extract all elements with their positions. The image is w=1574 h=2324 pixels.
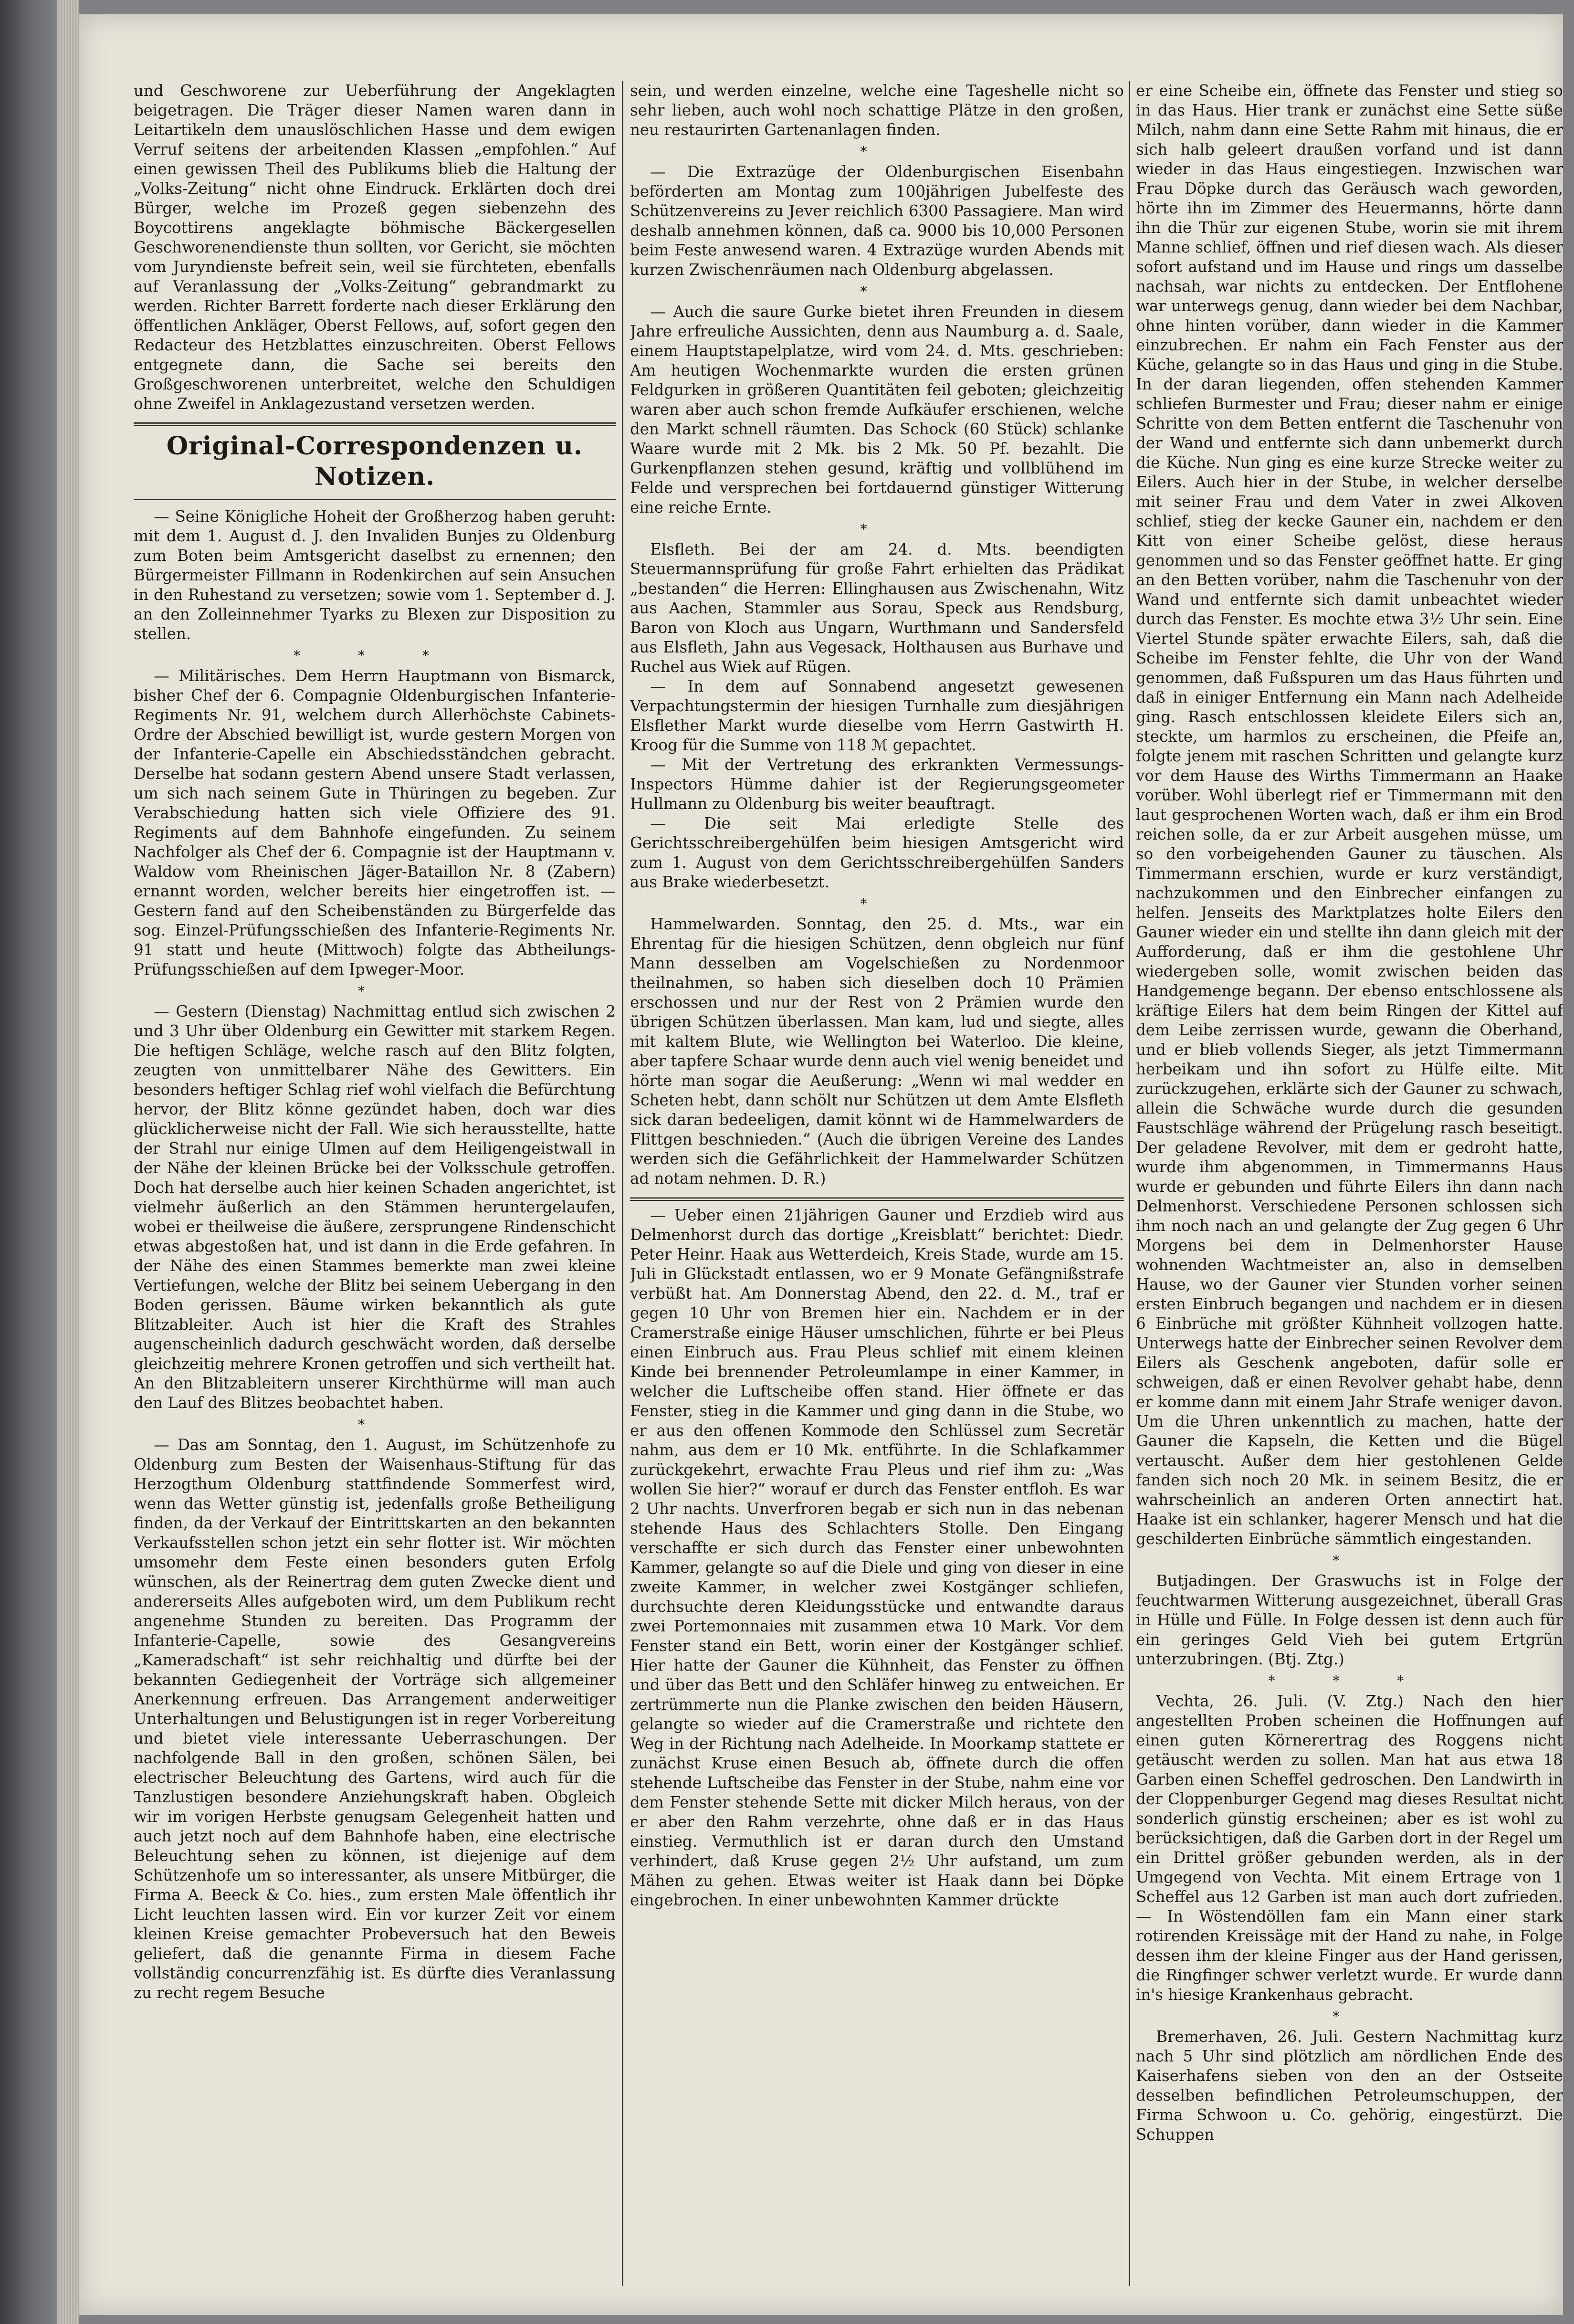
article-gauner: — Ueber einen 21jährigen Gauner und Erzdieb wird aus Delmenhorst durch das dortige „Kreisblatt“ berichtet: Diedr. Peter Heinr. Haak aus Wetterdeich, Kreis Stade, wurde am 15. Juli in Glückstadt entlassen, wo er 9 Monate Gefängnißstrafe verbüßt hat. Am Donnerstag Abend, den 22. d. M., traf er gegen 10 Uhr von Bremen hier ein. Nachdem er in der Cramerstraße einige Häuser umschlichen, führte er bei Pleus einen Einbruch aus. Frau Pleus schlief mit einem kleinen Kinde bei brennender Petroleumlampe in einer Kammer, in welcher die Luftscheibe offen stand. Hier öffnete er das Fenster, stieg in die Kammer und ging dann in die Stube, wo er aus den offenen Kommode den Schlüssel zum Secretär nahm, aus dem er 10 Mk. entführte. In die Schlafkammer zurückgekehrt, erwachte Frau Pleus und rief ihm zu: „Was wollen Sie hier?“ worauf er durch das Fenster entfloh. Es war 2 Uhr nachts. Unverfroren begab er sich nun in das nebenan stehende Haus des Schlachters Stolle. Den Eingang verschaffte er sich durch das Fenster einer unbewohnten Kammer, gelangte so auf die Diele und ging von dieser in eine zweite Kammer, in welcher zwei Kostgänger schliefen, durchsuchte deren Kleidungsstücke und entwandte daraus zwei Portemonnaies mit zusammen etwa 10 Mark. Vor dem Fenster stand ein Bett, worin einer der Kostgänger schlief. Hier hatte der Gauner die Kühnheit, das Fenster zu öffnen und über das Bett und den Schläfer hinweg zu entweichen. Er zertrümmerte nun die Planke zwischen den beiden Häusern, gelangte so wieder auf die Cramerstraße und richtete den Weg in der Richtung nach Adelheide. In Moorkamp stattete er zunächst Kruse einen Besuch ab, öffnete durch die offen stehende Luftscheibe das Fenster in der Stube, nahm eine vor dem Fenster stehende Sette mit dicker Milch heraus, von der er aber den Rahm verzehrte, ohne daß er in das Haus einstieg. Vermuthlich ist er daran durch den Umstand verhindert, daß Kruse gegen 2½ Uhr aufstand, um zum Mähen zu gehen. Etwas weiter ist Haak dann bei Döpke eingebrochen. In einer unbewohnten Kammer drückte [630,1206,1124,1909]
article-vechta: Vechta, 26. Juli. (V. Ztg.) Nach den hier angestellten Proben scheinen die Hoffnungen auf einen guten Körnerertrag des Roggens nicht getäuscht werden zu sollen. Man hat aus etwa 18 Garben einen Scheffel gedroschen. Den Landwirth in der Cloppenburger Gegend mag dieses Resultat nicht sonderlich günstig erscheinen; aber es ist wohl zu berücksichtigen, daß die Garben dort in der Regel um ein Drittel größer gebunden werden, als in der Umgegend von Vechta. Mit einem Ertrage von 1 Scheffel aus 12 Garben ist man auch dort zufrieden. — In Wöstendöllen fam ein Mann einer stark rotirenden Kreissäge mit der Hand zu nahe, in Folge dessen ihm der kleine Finger aus der Hand gerissen, die Ringfinger schwer verletzt wurde. Er wurde dann in's hiesige Krankenhaus gebracht. [1136,1692,1563,2004]
section-rule [134,422,616,426]
column-rule-right [1129,81,1130,2286]
article-continued-col3: er eine Scheibe ein, öffnete das Fenster und stieg so in das Haus. Hier trank er zunächst eine Sette süße Milch, nahm dann eine Sette Rahm mit hinaus, die er sich halb geleert draußen vorfand und ist dann wieder in das Haus eingestiegen. Inzwischen war Frau Döpke durch das Geräusch wach geworden, hörte ihn im Zimmer des Heuermanns, hörte dann ihn die Thür zur eigenen Stube, worin sie mit ihrem Manne schlief, öffnen und rief diesen wach. Als dieser sofort aufstand und im Hause und rings um dasselbe nachsah, war nichts zu entdecken. Der Entflohene war unterwegs genug, dann wieder bei dem Nachbar, ohne hinten vorüber, dann wieder in die Kammer einzubrechen. Er nahm ein Fach Fenster aus der Küche, gelangte so in das Haus und ging in die Stube. In der daran liegenden, offen stehenden Kammer schliefen Burmester und Frau; dieser nahm er einige Schritte von dem Betten entfernt die Taschenuhr von der Wand und entfernte sich dann unbemerkt durch die Küche. Nun ging es eine kurze Strecke weiter zu Eilers. Auch hier in der Stube, in welcher derselbe mit seiner Frau und dem Vater in zwei Alkoven schlief, stieg der kecke Gauner ein, nachdem er den Kitt von einer Scheibe gelöst, diese heraus genommen und so das Fenster geöffnet hatte. Er ging an den Betten vorüber, nahm die Taschenuhr von der Wand und entfernte sich damit unbeachtet wieder durch das Fenster. Es mochte etwa 3½ Uhr sein. Eine Viertel Stunde später erwachte Eilers, sah, daß die Scheibe im Fenster fehlte, die Uhr von der Wand genommen, daß Fußspuren um das Haus führten und daß in einiger Entfernung ein Mann nach Adelheide ging. Rasch entschlossen kleidete Eilers sich an, steckte, um harmlos zu erscheinen, die Pfeife an, folgte jenem mit raschen Schritten und gelangte kurz vor dem Hause des Wirths Timmermann an Haake vorüber. Wohl überlegt rief er Timmermann mit den laut gesprochenen Worten wach, daß er ihm ein Brod reichen solle, da er zur Arbeit ausgehen müsse, um so den vorbeigehenden Gauner zu täuschen. Als Timmermann erschien, wurde er kurz verständigt, nachzukommen und den Einbrecher einfangen zu helfen. Jenseits des Marktplatzes holte Eilers den Gauner wieder ein und stellte ihn dann gleich mit der Aufforderung, daß er ihm die gestohlene Uhr wiedergeben solle, womit zwischen beiden das Handgemenge begann. Der ebenso entschlossene als kräftige Eilers hat dem beim Ringen der Kittel auf dem Leibe zerrissen wurde, gewann die Oberhand, und er blieb vollends Sieger, als jetzt Timmermann herbeikam und ihn sofort zu Hülfe eilte. Mit zurückzugehen, erklärte sich der Gauner zu schwach, allein die Schwäche wurde durch die gesunden Faustschläge während der Prügelung rasch beseitigt. Der geladene Revolver, mit dem er gedroht hatte, wurde ihm abgenommen, in Timmermanns Haus wurde er gebunden und führte Eilers ihn dann nach Delmenhorst. Verschiedene Personen schlossen sich ihm noch nach an und gelangte der Zug gegen 6 Uhr Morgens bei dem in Delmenhorster Hause wohnenden Wachtmeister an, also in demselben Hause, wo der Gauner vier Stunden vorher seinen ersten Einbruch begangen und nachdem er in diesen 6 Einbrüche mit größter Kühnheit vollzogen hatte. Unterwegs hatte der Einbrecher seinen Revolver dem Eilers als Geschenk angeboten, dafür solle er schweigen, daß er einen Revolver gehabt habe, denn er komme dann mit einem Jahr Strafe weniger davon. Um die Uhren unkenntlich zu machen, hatte der Gauner die Kapseln, die Ketten und die Bügel vertauscht. Außer dem hier gestohlenen Gelde fanden sich noch 20 Mk. in seinem Besitz, die er wahrscheinlich an anderen Orten annectirt hat. Haake ist ein schlanker, hagerer Mensch und hat die geschilderten Einbrüche sämmtlich eingestanden. [1136,82,1563,1548]
article-gerichtsschreiber: — Die seit Mai erledigte Stelle des Gerichtsschreibergehülfen beim hiesigen Amtsgericht wird zum 1. August von dem Gerichtsschreibergehülfen Sanders aus Brake wiederbesetzt. [630,814,1124,891]
article-butjadingen: Butjadingen. Der Graswuchs ist in Folge der feuchtwarmen Witterung ausgezeichnet, überall Gras in Hülle und Fülle. In Folge dessen ist denn auch für ein geringes Geld Vieh bei gutem Ertgrün unterzubringen. (Btj. Ztg.) [1136,1572,1563,1668]
article-waisenhaus: — Das am Sonntag, den 1. August, im Schützenhofe zu Oldenburg zum Besten der Waisenhaus-Stiftung für das Herzogthum Oldenburg stattfindende Sommerfest wird, wenn das Wetter günstig ist, jedenfalls große Betheiligung finden, da der Verkauf der Eintrittskarten an den bekannten Verkaufsstellen schon jetzt ein sehr flotter ist. Wir möchten umsomehr dem Feste einen besonders guten Erfolg wünschen, als der Reinertrag dem guten Zwecke dient und andererseits Alles aufgeboten wird, um dem Publikum recht angenehme Stunden zu bereiten. Das Programm der Infanterie-Capelle, sowie des Gesangvereins „Kameradschaft“ ist sehr reichhaltig und dürfte bei der bekannten Gediegenheit der Vorträge sich allgemeiner Anerkennung erfreuen. Das Arrangement anderweitiger Unterhaltungen und Belustigungen ist in reger Vorbereitung und bietet viele interessante Ueberraschungen. Der nachfolgende Ball in den großen, schönen Sälen, bei electrischer Beleuchtung des Gartens, wird auch für die Tanzlustigen besondere Anziehungskraft haben. Obgleich wir im vorigen Herbste genugsam Gelegenheit hatten und auch jetzt noch auf dem Bahnhofe haben, eine electrische Beleuchtung sehen zu können, ist diejenige auf dem Schützenhofe um so interessanter, als unsere Mitbürger, die Firma A. Beeck & Co. hies., zum ersten Male öffentlich ihr Licht leuchten lassen wird. Ein vor kurzer Zeit vor einem kleinen Kreise gemachter Probeversuch hat den Beweis geliefert, daß die genannte Firma in diesem Fache vollständig concurrenzfähig ist. Es dürfte dies Veranlassung zu recht regem Besuche [134,1436,616,2002]
article-elsfleth: Elsfleth. Bei der am 24. d. Mts. beendigten Steuermannsprüfung für große Fahrt erhielten das Prädikat „bestanden“ die Herren: Ellinghausen aus Zwischenahn, Witz aus Aachen, Stammler aus Sorau, Speck aus Rendsburg, Baron von Kloch aus Ungarn, Wurthmann und Sandersfeld aus Elsfleth, Jahn aus Vegesack, Holthausen aus Burhave und Ruchel aus Wiek auf Rügen. [630,540,1124,676]
article-extrazuege: — Die Extrazüge der Oldenburgischen Eisenbahn beförderten am Montag zum 100jährigen Jubelfeste des Schützenvereins zu Jever reichlich 6300 Passagiere. Man wird deshalb annehmen können, daß ca. 9000 bis 10,000 Personen beim Feste anwesend waren. 4 Extrazüge wurden Abends mit kurzen Zwischenräumen nach Oldenburg abgelassen. [630,163,1124,279]
separator-star: * [860,144,894,159]
article-gurke: — Auch die saure Gurke bietet ihren Freunden in diesem Jahre erfreuliche Aussichten, denn aus Naumburg a. d. Saale, einem Hauptstapelplatze, wird vom 24. d. Mts. geschrieben: Am heutigen Wochenmarkte wurden die ersten grünen Feldgurken in größeren Quantitäten feil geboten; gleichzeitig waren aber auch schon fremde Aufkäufer erschienen, welche den Markt schnell räumten. Das Schock (60 Stück) schlanke Waare wurde mit 2 Mk. bis 2 Mk. 50 Pf. bezahlt. Die Gurkenpflanzen stehen gesund, kräftig und vollblühend im Felde und versprechen bei fortdauernd günstiger Witterung eine reiche Ernte. [630,303,1124,516]
column-rule-left [622,81,623,2286]
section-title: Original-Correspondenzen u. Notizen. [166,431,583,491]
section-title-rule [134,499,616,500]
separator-stars: * * * [294,648,456,663]
separator-star: * [358,983,391,999]
separator-star: * [860,521,894,537]
article-rule [630,1197,1124,1201]
column-2 [630,81,1124,2286]
column-1 [134,81,616,2286]
article-continued-col2: sein, und werden einzelne, welche eine Tageshelle nicht so sehr lieben, auch wohl noch schattige Plätze in den großen, neu restaurirten Gartenanlagen finden. [630,82,1124,139]
article-gewitter: — Gestern (Dienstag) Nachmittag entlud sich zwischen 2 und 3 Uhr über Oldenburg ein Gewitter mit starkem Regen. Die heftigen Schläge, welche rasch auf den Blitz folgten, zeugten von unmittelbarer Nähe des Gewitters. Ein besonders heftiger Schlag rief wohl vielfach die Befürchtung hervor, der Blitz könne gezündet haben, doch war dies glücklicherweise nicht der Fall. Wie sich herausstellte, hatte der Strahl nur einige Ulmen auf dem Heiligengeistwall in der Nähe der kleinen Brücke bei der Volksschule getroffen. Doch hat derselbe auch hier keinen Schaden angerichtet, ist vielmehr äußerlich an den Stämmen heruntergelaufen, wobei er theilweise die äußere, zersprungene Rindenschicht etwas abgestoßen hat, und ist dann in die Erde gefahren. In der Nähe des einen Stammes bemerkte man zwei kleine Vertiefungen, welche der Blitz bei seinem Uebergang in den Boden gerissen. Bäume wirken bekanntlich als gute Blitzableiter. Auch ist hier die Kraft des Strahles augenscheinlich dadurch geschwächt worden, daß derselbe gleichzeitig mehrere Kronen getroffen und sich vertheilt hat. An den Blitzableitern unserer Kirchthürme will man auch den Lauf des Blitzes beobachtet haben. [134,1002,616,1412]
article-hammelwarden: Hammelwarden. Sonntag, den 25. d. Mts., war ein Ehrentag für die hiesigen Schützen, denn obgleich nur fünf Mann desselben am Vogelschießen zu Nordenmoor theilnahmen, so haben sich dieselben doch 10 Prämien erschossen und nur der Rest von 2 Prämien wurde den übrigen Schützen überlassen. Man kam, lud und siegte, alles mit kaltem Blute, wie Wellington bei Waterloo. Die kleine, aber tapfere Schaar wurde denn auch viel wenig beneidet und hörte man sogar die Aeußerung: „Wenn wi mal wedder en Scheten hebt, dann schölt nur Schützen ut dem Amte Elsfleth sick daran bedeeligen, damit könnt wi de Hammelwarders de Flittgen beschnieden.“ (Auch die übrigen Vereine des Landes werden sich die Gefährlichkeit der Hammelwarder Schützen ad notam nehmen. D. R.) [630,915,1124,1188]
separator-star: * [1333,2009,1366,2024]
article-vermessung: — Mit der Vertretung des erkrankten Vermessungs-Inspectors Hümme dahier ist der Regierungsgeometer Hullmann zu Oldenburg bis weiter beauftragt. [630,756,1124,813]
article-bremerhaven: Bremerhaven, 26. Juli. Gestern Nachmittag kurz nach 5 Uhr sind plötzlich am nördlichen Ende des Kaiserhafens sieben von den an der Ostseite desselben befindlichen Petroleumschuppen, der Firma Schwoon u. Co. gehörig, eingestürzt. Die Schuppen [1136,2028,1563,2144]
separator-star: * [1333,1553,1366,1568]
page-edge [57,0,79,2324]
separator-star: * [860,896,894,912]
separator-stars: * * * [1268,1673,1431,1689]
article-militaerisches: — Militärisches. Dem Herrn Hauptmann von Bismarck, bisher Chef der 6. Compagnie Oldenburgischen Infanterie-Regiments Nr. 91, welchem durch Allerhöchste Cabinets-Ordre der Abschied bewilligt ist, wurde gestern Morgen von der Infanterie-Capelle ein Abschiedsständchen gebracht. Derselbe hat sodann gestern Abend unsere Stadt verlassen, um sich nach seinem Gute in Thüringen zu begeben. Zur Verabschiedung hatten sich viele Offiziere des 91. Regiments auf dem Bahnhofe eingefunden. Zu seinem Nachfolger als Chef der 6. Compagnie ist der Hauptmann v. Waldow vom Rheinischen Jäger-Bataillon Nr. 8 (Zabern) ernannt worden, welcher bereits hier eingetroffen ist. — Gestern fand auf den Scheibenständen zu Bürgerfelde das sog. Einzel-Prüfungsschießen des Infanterie-Regiments Nr. 91 statt und heute (Mittwoch) folgte das Abtheilungs-Prüfungsschießen auf dem Ipweger-Moor. [134,667,616,978]
article-continued-col1: und Geschworene zur Ueberführung der Angeklagten beigetragen. Die Träger dieser Namen waren dann in Leitartikeln dem unauslöschlichen Hasse und dem ewigen Verruf seitens der arbeitenden Klassen „empfohlen.“ Auf einen gewissen Theil des Publikums blieb die Haltung der „Volks-Zeitung“ nicht ohne Eindruck. Erklärten doch drei Bürger, welche im Prozeß gegen siebenzehn des Boycottirens angeklagte böhmische Bäckergesellen Geschworenendienste thun sollten, vor Gericht, sie möchten vom Juryndienste befreit sein, weil sie fürchteten, ebenfalls auf Veranlassung der „Volks-Zeitung“ gebrandmarkt zu werden. Richter Barrett forderte nach dieser Erklärung den öffentlichen Ankläger, Oberst Fellows, auf, sofort gegen den Redacteur des Hetzblattes einzuschreiten. Oberst Fellows entgegnete dann, die Sache sei bereits den Großgeschworenen unterbreitet, welche den Schuldigen ohne Zweifel in Anklagezustand versetzen werden. [134,82,616,413]
column-3 [1136,81,1563,2286]
article-verpachtung: — In dem auf Sonnabend angesetzt gewesenen Verpachtungstermin der hiesigen Turnhalle zum diesjährigen Elsflether Markt wurde dieselbe vom Herrn Gastwirth H. Kroog für die Summe von 118 ℳ gepachtet. [630,677,1124,754]
separator-star: * [358,1417,391,1432]
separator-star: * [860,284,894,299]
newspaper-page [79,14,1563,2315]
article-grossherzog: — Seine Königliche Hoheit der Großherzog haben geruht: mit dem 1. August d. J. den Invaliden Bunjes zu Oldenburg zum Boten beim Amtsgericht daselbst zu ernennen; den Bürgermeister Fillmann in Rodenkirchen auf sein Ansuchen in den Ruhestand zu versetzen; sowie vom 1. September d. J. an den Zolleinnehmer Tyarks zu Blexen zur Disposition zu stellen. [134,507,616,643]
